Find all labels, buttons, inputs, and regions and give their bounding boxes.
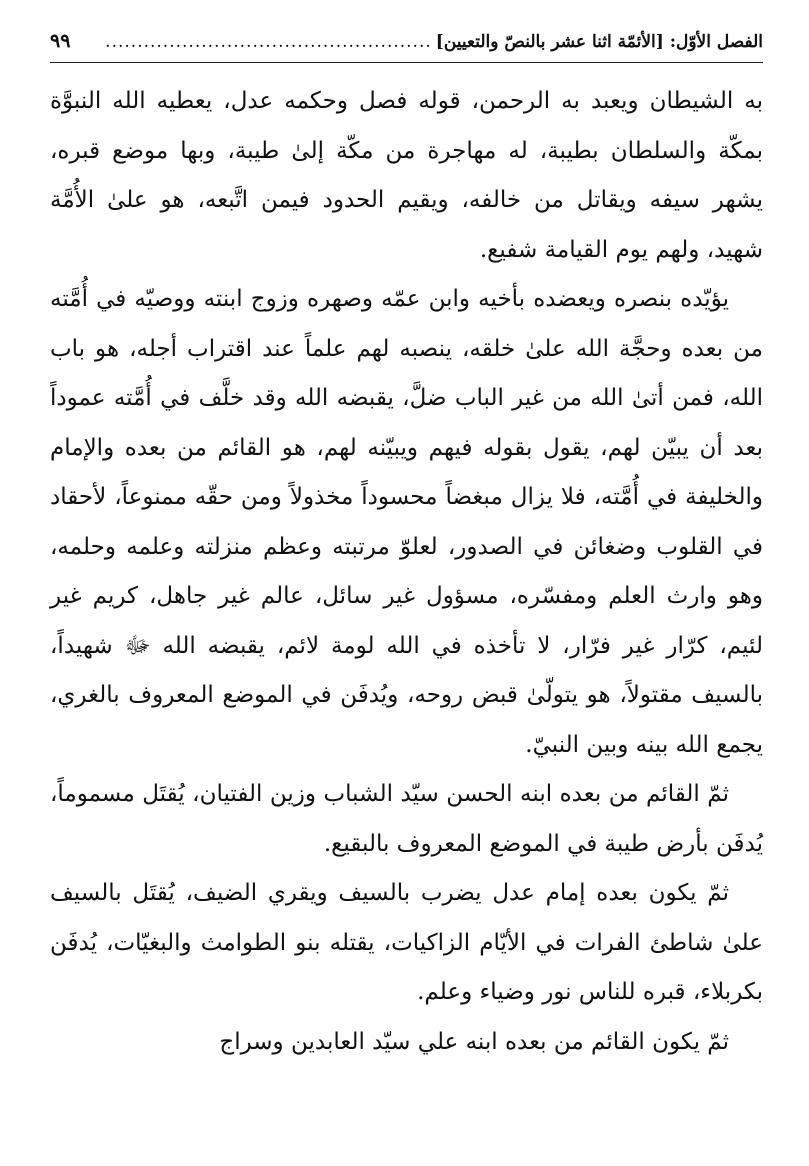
book-page	[50, 30, 763, 1067]
running-header	[50, 30, 763, 58]
page-number: ٩٩	[50, 30, 71, 52]
paragraph-5: ثمّ يكون القائم من بعده ابنه علي سيّد العابدين وسراج	[219, 1028, 729, 1055]
running-title	[436, 32, 763, 52]
header-rule	[50, 62, 763, 63]
paragraph-2: يؤيّده بنصره ويعضده بأخيه وابن عمّه وصهره وزوج ابنته ووصيّه في أُمَّته من بعده وحجَّة الله علىٰ خلقه، ينصبه لهم علماً عند اقتراب أجله، هو باب الله، فمن أتىٰ الله من غير الباب ضلَّ، يقبضه الله وقد خلَّف في أُمَّته عموداً بعد أن يبيّن لهم، يقول بقوله فيهم ويبيّنه لهم، هو القائم من بعده والإمام والخليفة في أُمَّته، فلا يزال مبغضاً محسوداً مخذولاً ومن حقّه ممنوعاً، لأحقاد في القلوب وضغائن في الصدور، لعلوّ مرتبته وعظم منزلته وعلمه وحلمه، وهو وارث العلم ومفسّره، مسؤول غير سائل، عالم غير جاهل، كريم غير لئيم، كرّار غير فرّار، لا تأخذه في الله لومة لائم، يقبضه الله ﷻ شهيداً، بالسيف مقتولاً، هو يتولّىٰ قبض روحه، ويُدفَن في الموضع المعروف بالغري، يجمع الله بينه وبين النبيّ.	[50, 286, 763, 758]
paragraph-3: ثمّ القائم من بعده ابنه الحسن سيّد الشباب وزين الفتيان، يُقتَل مسموماً، يُدفَن بأرض طيبة في الموضع المعروف بالبقيع.	[50, 781, 763, 857]
paragraph-4: ثمّ يكون بعده إمام عدل يضرب بالسيف ويقري الضيف، يُقتَل بالسيف علىٰ شاطئ الفرات في الأيّام الزاكيات، يقتله بنو الطوامث والبغيّات، يُدفَن بكربلاء، قبره للناس نور وضياء وعلم.	[50, 880, 763, 1005]
section-label: الفصل الأوّل:	[669, 32, 763, 52]
body-text	[50, 77, 763, 1067]
paragraph-1: به الشيطان ويعبد به الرحمن، قوله فصل وحكمه عدل، يعطيه الله النبوَّة بمكّة والسلطان بطيبة، له مهاجرة من مكّة إلىٰ طيبة، وبها موضع قبره، يشهر سيفه ويقاتل من خالفه، ويقيم الحدود فيمن اتَّبعه، هو علىٰ الأُمَّة شهيد، ولهم يوم القيامة شفيع.	[50, 88, 763, 263]
section-title: [الأئمّة اثنا عشر بالنصّ والتعيين]	[435, 32, 664, 52]
dot-leader: ...................................................	[105, 32, 432, 52]
